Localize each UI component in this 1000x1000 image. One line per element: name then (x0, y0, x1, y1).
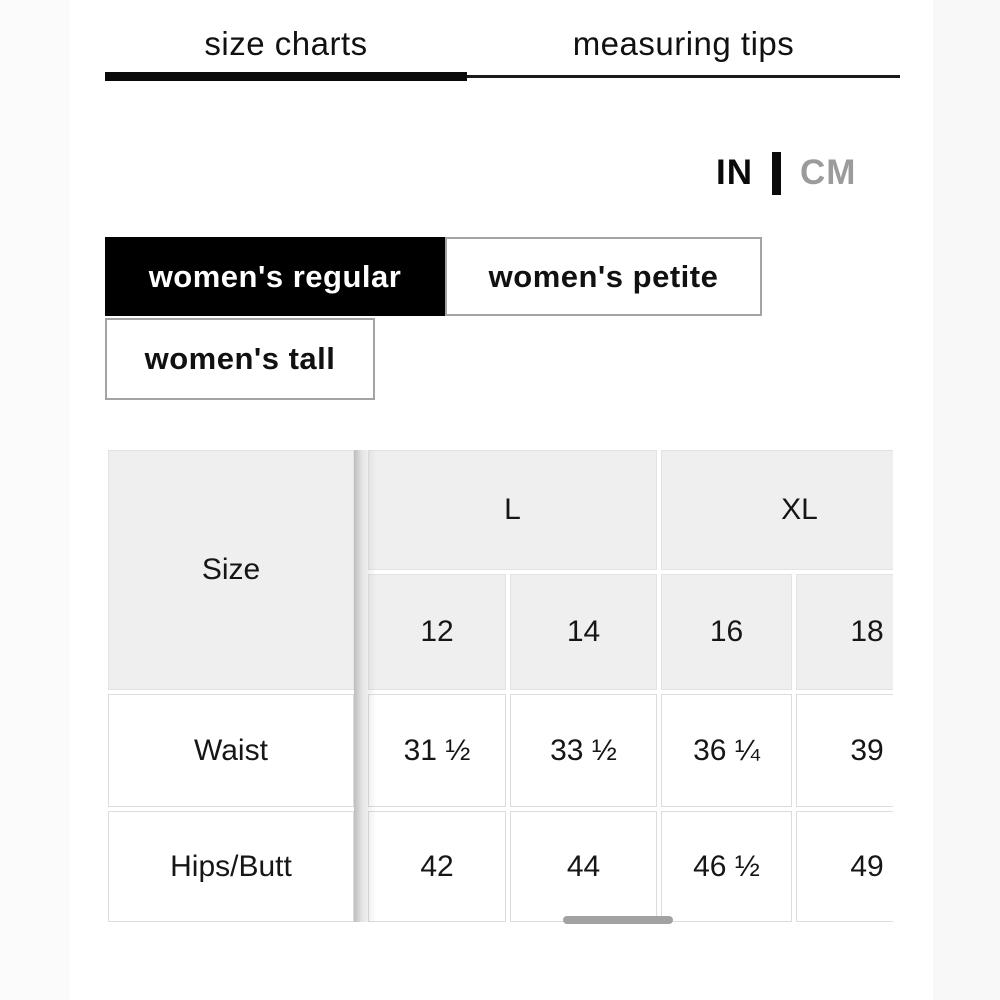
button-womens-regular-label: women's regular (148, 258, 402, 294)
page-right-gutter (933, 0, 1000, 1000)
col-header-18: 18 (796, 574, 893, 690)
col-header-12: 12 (368, 574, 506, 690)
table-label-column (108, 450, 354, 922)
tab-bar (105, 16, 900, 72)
unit-divider-bar (772, 152, 781, 195)
group-header-xl: XL (661, 450, 893, 570)
cell-waist-size12: 31 ½ (368, 694, 506, 807)
table-data-grid (368, 450, 893, 922)
active-tab-underline (105, 72, 467, 81)
button-womens-tall[interactable] (105, 318, 375, 400)
horizontal-scrollbar-thumb[interactable] (563, 916, 673, 924)
unit-toggle (716, 148, 856, 198)
cell-hips-size14: 44 (510, 811, 657, 922)
tab-measuring-tips[interactable] (467, 16, 900, 72)
group-header-l: L (368, 450, 657, 570)
tab-size-charts-label: size charts (204, 25, 368, 62)
row-label-waist: Waist (108, 694, 354, 807)
unit-option-in[interactable]: IN (716, 153, 753, 192)
cell-waist-size18: 39 (796, 694, 893, 807)
row-label-hips-butt: Hips/Butt (108, 811, 354, 922)
table-scroll-area[interactable] (368, 450, 893, 925)
cell-hips-size16: 46 ½ (661, 811, 792, 922)
page-left-gutter (0, 0, 70, 1000)
corner-header-cell: Size (108, 450, 354, 690)
frozen-column-scroll-shadow (354, 450, 376, 922)
button-womens-petite-label: women's petite (488, 258, 719, 294)
size-table (108, 450, 893, 925)
cell-hips-size12: 42 (368, 811, 506, 922)
cell-waist-size16: 36 ¼ (661, 694, 792, 807)
col-header-16: 16 (661, 574, 792, 690)
button-womens-regular[interactable] (105, 237, 445, 316)
cell-hips-size18: 49 (796, 811, 893, 922)
col-header-14: 14 (510, 574, 657, 690)
tab-size-charts[interactable] (105, 16, 467, 72)
unit-option-cm[interactable]: CM (800, 153, 857, 192)
button-womens-petite[interactable] (445, 237, 762, 316)
cell-waist-size14: 33 ½ (510, 694, 657, 807)
inactive-tab-underline (467, 75, 900, 78)
button-womens-tall-label: women's tall (144, 341, 336, 376)
tab-measuring-tips-label: measuring tips (572, 25, 795, 62)
